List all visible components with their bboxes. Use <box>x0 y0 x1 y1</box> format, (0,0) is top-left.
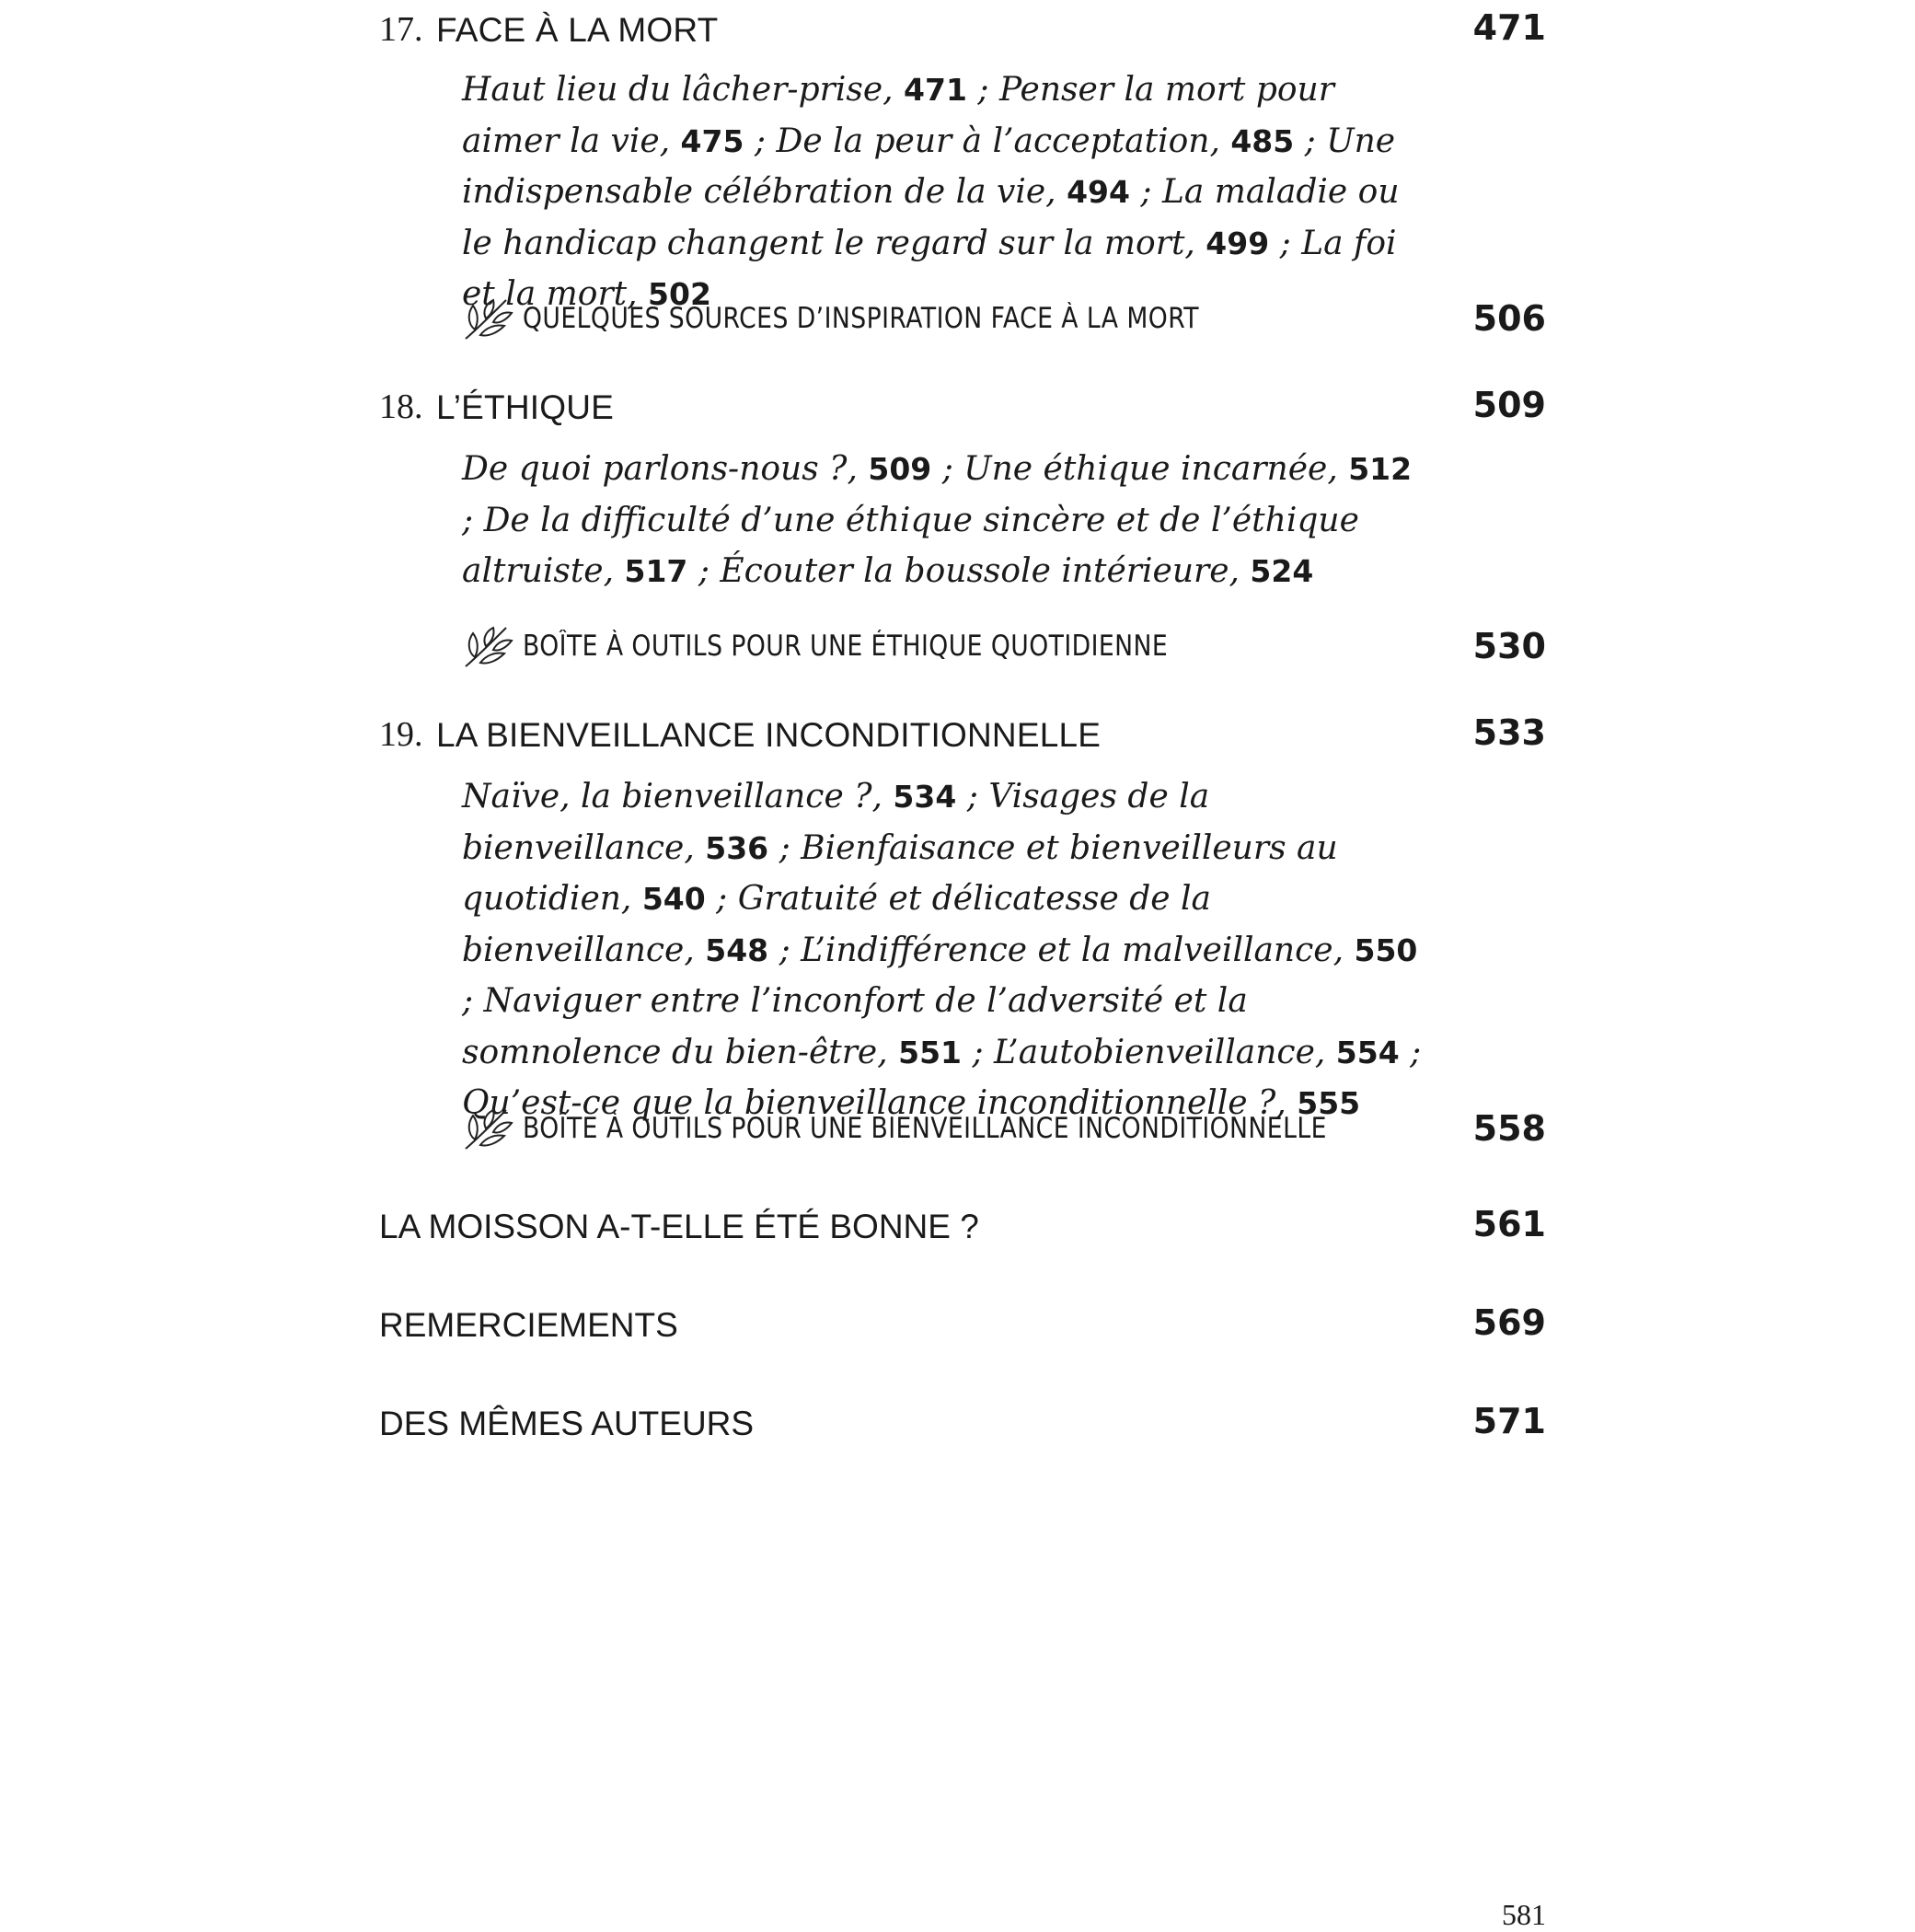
toc-entry-des-memes-auteurs <box>379 1399 1546 1447</box>
chapter-19-sections <box>462 771 1428 1129</box>
toolbox-page-number: 530 <box>1472 626 1546 666</box>
toolbox-title: BOÎTE À OUTILS POUR UNE BIENVEILLANCE INCONDITIONNELLE <box>523 1112 1327 1145</box>
section-page: 471 <box>904 72 967 108</box>
chapter-19-heading <box>379 711 1546 758</box>
toolbox-title: QUELQUES SOURCES D’INSPIRATION FACE À LA MORT <box>523 302 1199 335</box>
section-title: ; L’indifférence et la malveillance, <box>768 931 1355 969</box>
chapter-17-heading <box>379 6 1546 53</box>
toc-entry-remerciements <box>379 1301 1546 1348</box>
entry-page-number: 561 <box>1472 1204 1546 1244</box>
chapter-page-number: 533 <box>1472 712 1546 753</box>
section-title: ; Gratuité et délicatesse de la bienveillance, <box>462 880 1211 969</box>
section-title: ; Qu’est-ce que la bienveillance inconditionnelle ?, <box>462 1033 1422 1122</box>
chapter-19-toolbox-entry <box>462 1103 1546 1154</box>
chapter-18-sections <box>462 444 1428 597</box>
section-title: ; Penser la mort pour aimer la vie, <box>462 71 1334 160</box>
section-page: 554 <box>1335 1034 1400 1070</box>
section-title: ; Naviguer entre l’inconfort de l’adversité et la somnolence du bien-être, <box>462 982 1248 1071</box>
section-page: 534 <box>893 779 957 815</box>
section-page: 540 <box>641 881 706 917</box>
entry-title: REMERCIEMENTS <box>379 1306 678 1344</box>
toolbox-title: BOÎTE À OUTILS POUR UNE ÉTHIQUE QUOTIDIENNE <box>523 630 1169 663</box>
chapter-page-number: 509 <box>1472 385 1546 425</box>
section-page: 548 <box>705 931 769 968</box>
entry-title: DES MÊMES AUTEURS <box>379 1405 755 1442</box>
chapter-number: 19. <box>379 715 423 754</box>
section-title: De quoi parlons-nous ?, <box>462 450 869 488</box>
chapter-18-toolbox-entry <box>462 620 1546 672</box>
section-page: 555 <box>1297 1085 1361 1121</box>
section-title: ; Une éthique incarnée, <box>931 450 1349 488</box>
chapter-title: LA BIENVEILLANCE INCONDITIONNELLE <box>436 716 1102 754</box>
chapter-number: 17. <box>379 10 423 49</box>
chapter-17-toolbox-entry <box>462 293 1546 344</box>
chapter-18-heading <box>379 383 1546 431</box>
section-title: ; Bienfaisance et bienveilleurs au quotidien, <box>462 828 1338 918</box>
section-page: 509 <box>868 451 932 487</box>
section-title: ; Écouter la boussole intérieure, <box>687 552 1251 590</box>
chapter-title: FACE À LA MORT <box>436 11 719 49</box>
section-page: 494 <box>1067 174 1130 210</box>
leaf-icon <box>462 296 513 342</box>
section-page: 524 <box>1250 553 1314 589</box>
entry-page-number: 571 <box>1472 1401 1546 1441</box>
section-page: 517 <box>624 553 688 589</box>
section-page: 512 <box>1348 451 1413 487</box>
section-title: ; Une indispensable célébration de la vie, <box>462 121 1396 211</box>
section-title: ; De la difficulté d’une éthique sincère et de l’éthique altruiste, <box>462 501 1359 590</box>
chapter-page-number: 471 <box>1472 7 1546 48</box>
entry-page-number: 569 <box>1472 1302 1546 1343</box>
toolbox-page-number: 558 <box>1472 1108 1546 1149</box>
section-page: 550 <box>1354 931 1418 968</box>
chapter-number: 18. <box>379 388 423 426</box>
entry-title: LA MOISSON A-T-ELLE ÉTÉ BONNE ? <box>379 1208 979 1245</box>
toc-entry-moisson <box>379 1202 1546 1250</box>
leaf-icon <box>462 624 513 670</box>
section-title: ; La maladie ou le handicap changent le regard sur la mort, <box>462 173 1400 262</box>
section-title: ; L’autobienveillance, <box>962 1033 1336 1071</box>
section-title: ; La foi et la mort, <box>462 224 1397 313</box>
section-page: 499 <box>1206 225 1270 261</box>
section-page: 551 <box>898 1034 963 1070</box>
section-title: Naïve, la bienveillance ?, <box>462 778 894 816</box>
section-page: 502 <box>648 276 711 312</box>
chapter-title: L’ÉTHIQUE <box>436 388 615 426</box>
section-page: 536 <box>705 829 769 866</box>
section-title: Haut lieu du lâcher-prise, <box>462 71 905 109</box>
section-title: ; Visages de la bienveillance, <box>462 778 1210 867</box>
leaf-icon <box>462 1106 513 1152</box>
toolbox-page-number: 506 <box>1472 298 1546 339</box>
section-page: 485 <box>1230 122 1295 159</box>
section-page: 475 <box>680 122 744 159</box>
page-number: 581 <box>1502 1898 1546 1931</box>
section-title: ; De la peur à l’acceptation, <box>744 121 1231 160</box>
chapter-17-sections <box>462 64 1428 320</box>
